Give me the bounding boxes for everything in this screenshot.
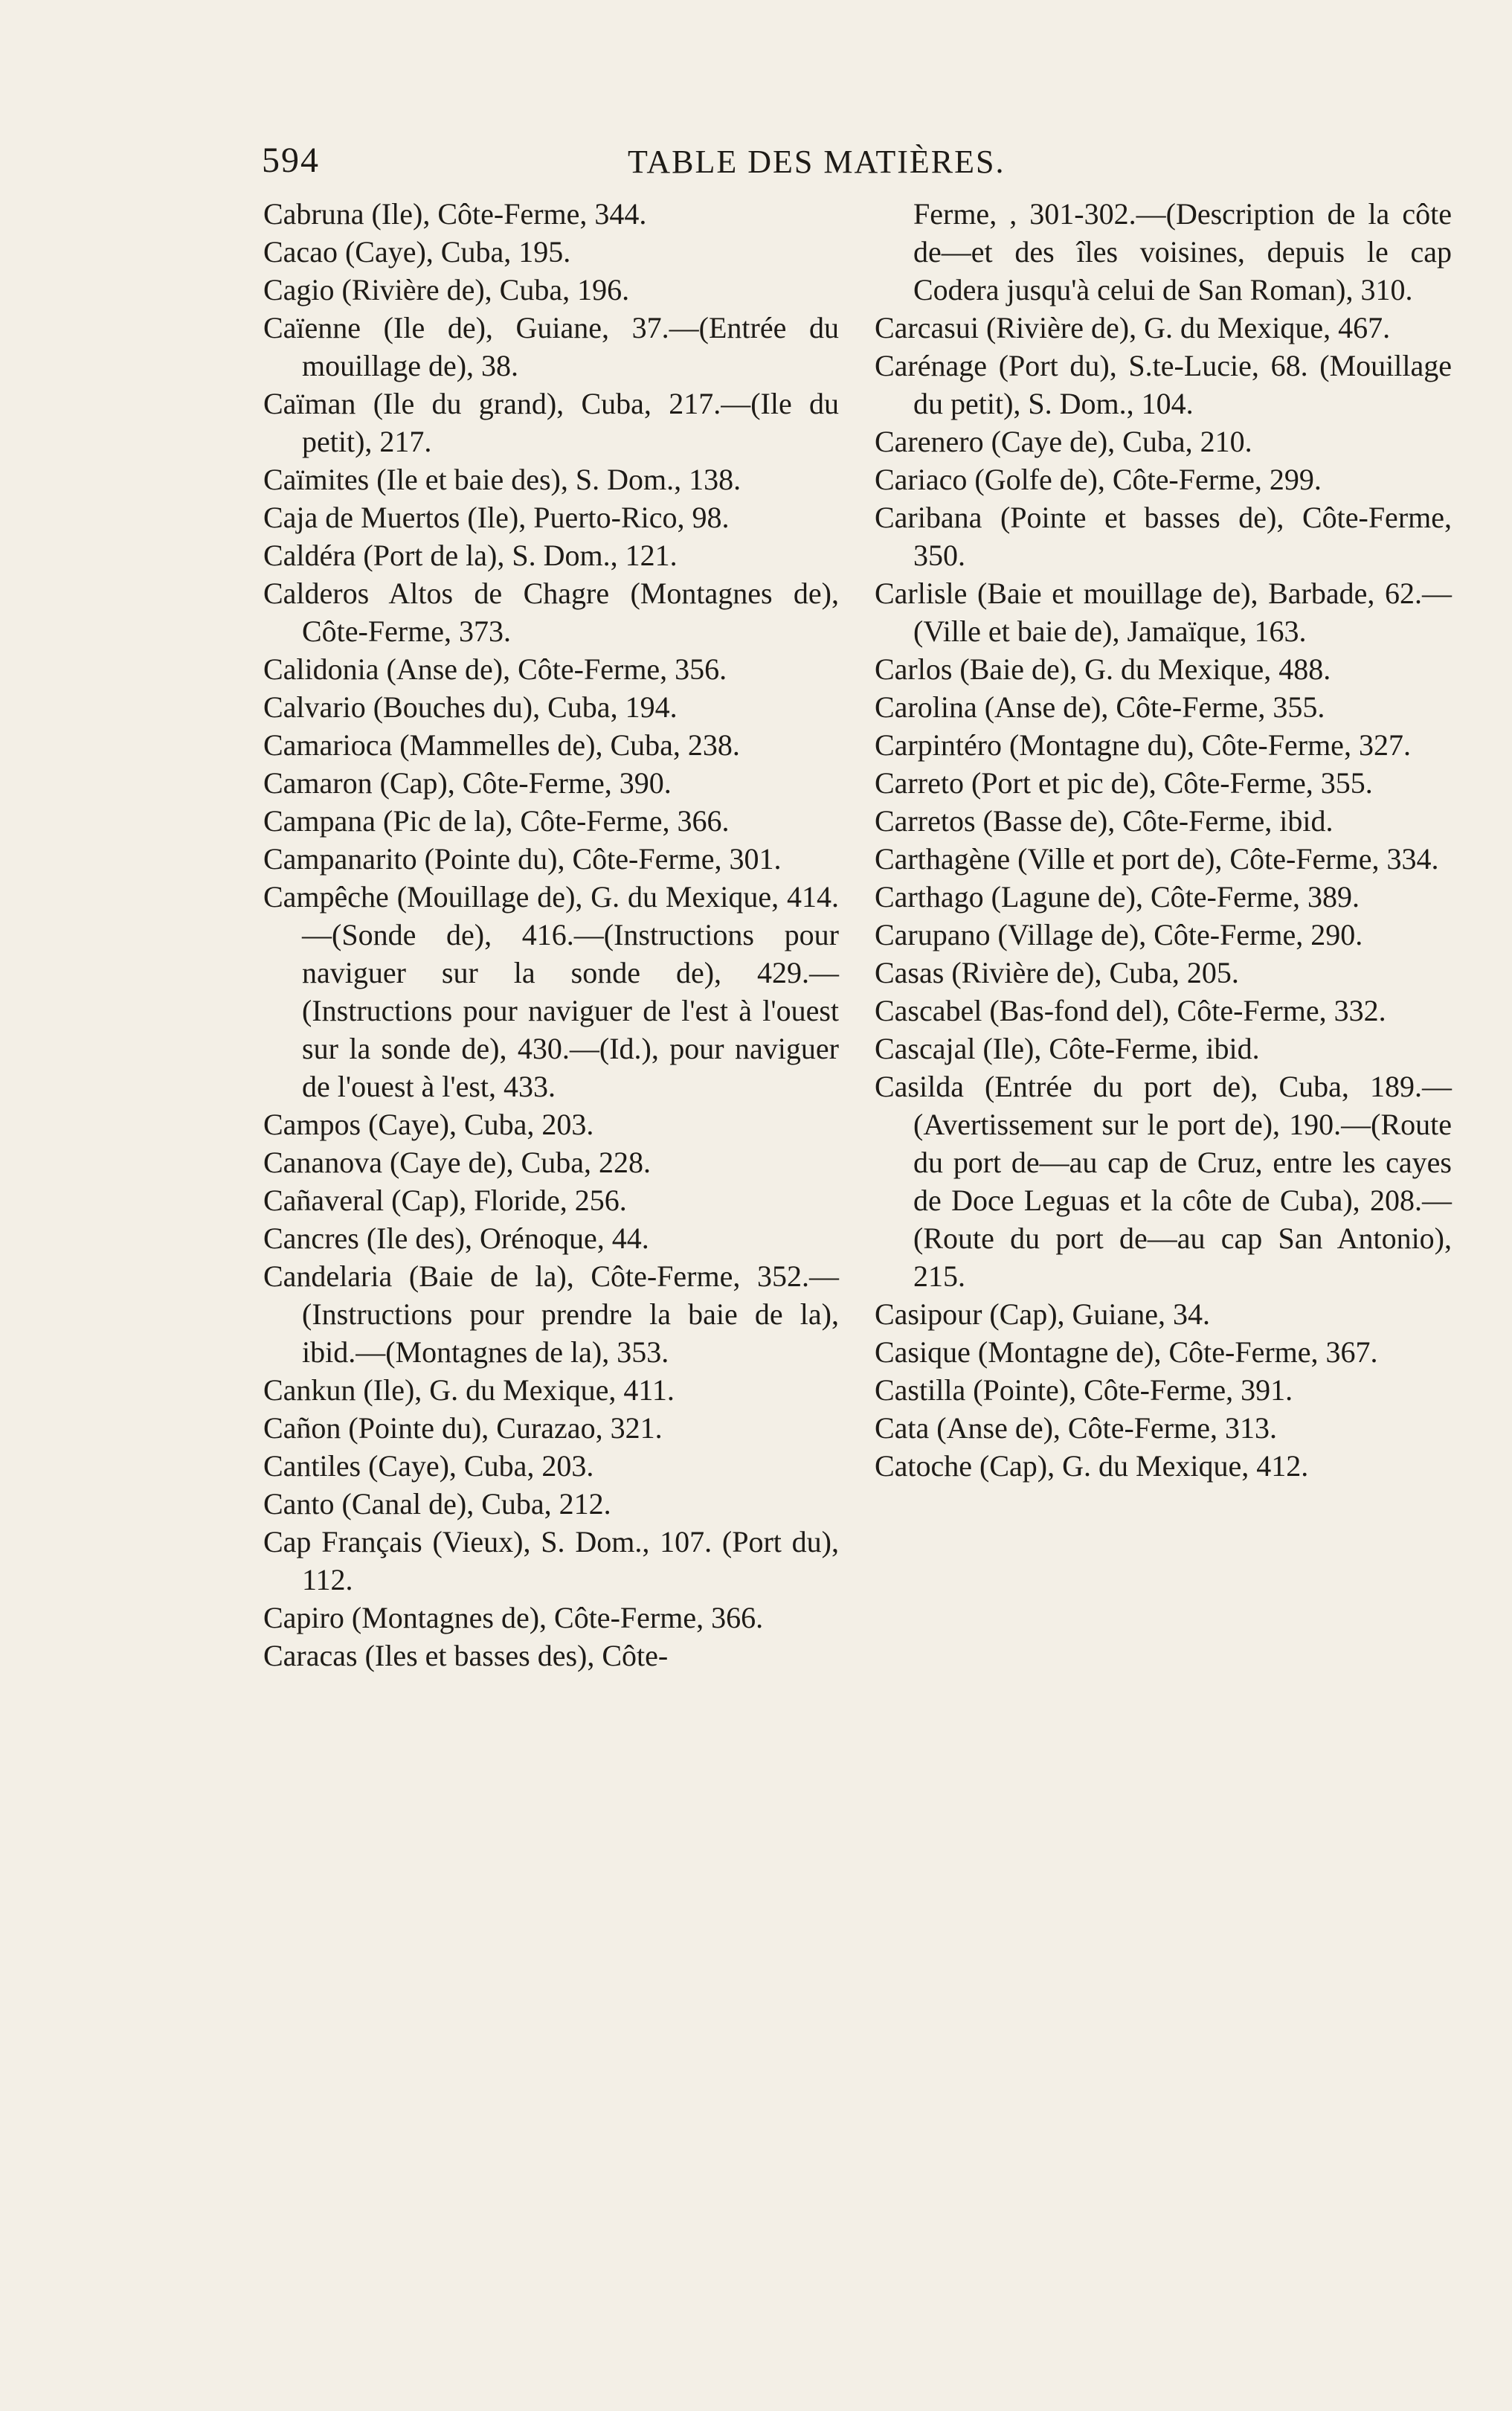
index-entry: Carlos (Baie de), G. du Mexique, 488. bbox=[875, 652, 1331, 686]
index-entry: Carupano (Village de), Côte-Ferme, 290. bbox=[875, 918, 1363, 951]
index-column-left bbox=[263, 195, 839, 1675]
index-entry: Campanarito (Pointe du), Côte-Ferme, 301. bbox=[263, 842, 782, 876]
index-entry: Caja de Muertos (Ile), Puerto-Rico, 98. bbox=[263, 501, 730, 534]
index-entry: Cap Français (Vieux), S. Dom., 107. (Port du), 112. bbox=[263, 1525, 839, 1596]
page-header bbox=[262, 140, 1080, 184]
index-entry: Cantiles (Caye), Cuba, 203. bbox=[263, 1449, 594, 1483]
index-entry: Carthago (Lagune de), Côte-Ferme, 389. bbox=[875, 880, 1360, 914]
index-entry: Carthagène (Ville et port de), Côte-Ferme, 334. bbox=[875, 842, 1439, 876]
index-entry: Caïmites (Ile et baie des), S. Dom., 138. bbox=[263, 463, 741, 496]
index-entry: Cañon (Pointe du), Curazao, 321. bbox=[263, 1411, 663, 1445]
index-entry: Carlisle (Baie et mouillage de), Barbade, 62.—(Ville et baie de), Jamaïque, 163. bbox=[875, 577, 1452, 648]
index-entry: Casas (Rivière de), Cuba, 205. bbox=[875, 956, 1239, 989]
index-entry: Cata (Anse de), Côte-Ferme, 313. bbox=[875, 1411, 1277, 1445]
index-entry: Camaron (Cap), Côte-Ferme, 390. bbox=[263, 766, 672, 800]
index-column-right bbox=[875, 195, 1452, 1485]
index-entry: Campos (Caye), Cuba, 203. bbox=[263, 1108, 594, 1141]
index-entry: Cascajal (Ile), Côte-Ferme, ibid. bbox=[875, 1032, 1260, 1065]
index-entry: Campana (Pic de la), Côte-Ferme, 366. bbox=[263, 804, 730, 838]
index-entry: Caribana (Pointe et basses de), Côte-Ferme, 350. bbox=[875, 501, 1452, 572]
index-entry: Capiro (Montagnes de), Côte-Ferme, 366. bbox=[263, 1601, 764, 1634]
index-entry: Carreto (Port et pic de), Côte-Ferme, 355. bbox=[875, 766, 1373, 800]
page-number: 594 bbox=[262, 141, 320, 180]
index-entry: Calderos Altos de Chagre (Montagnes de), Côte-Ferme, 373. bbox=[263, 577, 839, 648]
index-entry: Casipour (Cap), Guiane, 34. bbox=[875, 1297, 1211, 1331]
index-entry-continued: Ferme, , 301-302.—(Description de la côte de—et des îles voisines, depuis le cap Codera jusqu'à celui de San Roman), 310. bbox=[913, 197, 1452, 306]
index-entry: Caldéra (Port de la), S. Dom., 121. bbox=[263, 539, 678, 572]
index-entry: Carénage (Port du), S.te-Lucie, 68. (Mouillage du petit), S. Dom., 104. bbox=[875, 349, 1452, 420]
index-entry: Carpintéro (Montagne du), Côte-Ferme, 327. bbox=[875, 728, 1411, 762]
index-entry: Cancres (Ile des), Orénoque, 44. bbox=[263, 1221, 649, 1255]
page-title: TABLE DES MATIÈRES. bbox=[628, 144, 1006, 180]
index-entry: Castilla (Pointe), Côte-Ferme, 391. bbox=[875, 1373, 1293, 1407]
index-entry: Calvario (Bouches du), Cuba, 194. bbox=[263, 690, 678, 724]
index-entry: Candelaria (Baie de la), Côte-Ferme, 352.—(Instructions pour prendre la baie de la), ibid.—(Montagnes de la), 353. bbox=[263, 1259, 839, 1369]
index-entry: Casilda (Entrée du port de), Cuba, 189.—(Avertissement sur le port de), 190.—(Route du port de—au cap de Cruz, entre les cayes de Doce Leguas et la côte de Cuba), 208.—(Route du port de—au cap San Antonio), 215. bbox=[875, 1070, 1452, 1293]
index-entry: Canto (Canal de), Cuba, 212. bbox=[263, 1487, 611, 1521]
index-entry: Cabruna (Ile), Côte-Ferme, 344. bbox=[263, 197, 647, 231]
index-entry: Cariaco (Golfe de), Côte-Ferme, 299. bbox=[875, 463, 1322, 496]
index-entry: Campêche (Mouillage de), G. du Mexique, 414.—(Sonde de), 416.—(Instructions pour naviguer sur la sonde de), 429.—(Instructions pour naviguer de l'est à l'ouest sur la sonde de), 430.—(Id.), pour naviguer de l'ouest à l'est, 433. bbox=[263, 880, 839, 1103]
index-entry: Carolina (Anse de), Côte-Ferme, 355. bbox=[875, 690, 1325, 724]
index-entry: Calidonia (Anse de), Côte-Ferme, 356. bbox=[263, 652, 727, 686]
index-entry: Casique (Montagne de), Côte-Ferme, 367. bbox=[875, 1335, 1378, 1369]
index-entry: Cascabel (Bas-fond del), Côte-Ferme, 332. bbox=[875, 994, 1386, 1027]
index-entry: Caïman (Ile du grand), Cuba, 217.—(Ile du petit), 217. bbox=[263, 387, 839, 458]
index-entry: Catoche (Cap), G. du Mexique, 412. bbox=[875, 1449, 1309, 1483]
index-entry: Camarioca (Mammelles de), Cuba, 238. bbox=[263, 728, 740, 762]
index-entry: Cagio (Rivière de), Cuba, 196. bbox=[263, 273, 630, 306]
index-entry: Carenero (Caye de), Cuba, 210. bbox=[875, 425, 1252, 458]
index-entry: Cankun (Ile), G. du Mexique, 411. bbox=[263, 1373, 675, 1407]
index-entry: Cananova (Caye de), Cuba, 228. bbox=[263, 1146, 651, 1179]
index-entry: Carcasui (Rivière de), G. du Mexique, 467. bbox=[875, 311, 1391, 344]
index-entry: Carretos (Basse de), Côte-Ferme, ibid. bbox=[875, 804, 1334, 838]
index-entry: Caracas (Iles et basses des), Côte- bbox=[263, 1639, 669, 1672]
index-entry: Caïenne (Ile de), Guiane, 37.—(Entrée du mouillage de), 38. bbox=[263, 311, 839, 382]
index-entry: Cacao (Caye), Cuba, 195. bbox=[263, 235, 571, 269]
index-entry: Cañaveral (Cap), Floride, 256. bbox=[263, 1184, 627, 1217]
